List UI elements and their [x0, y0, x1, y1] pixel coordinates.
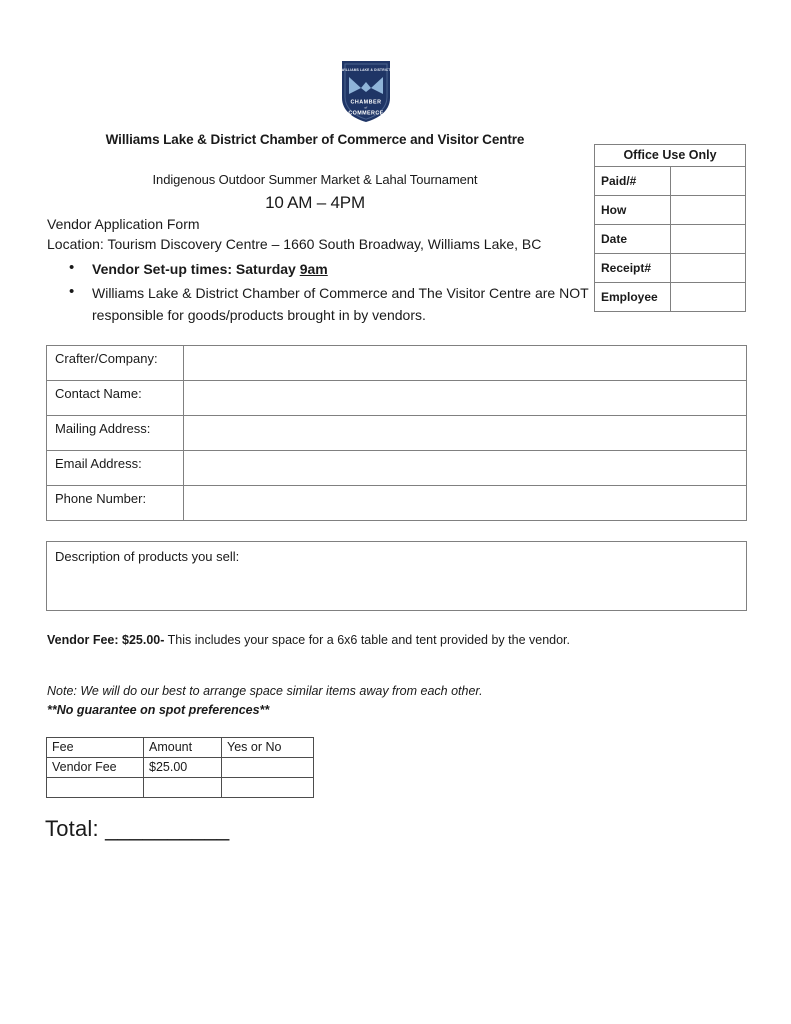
vendor-information-table — [46, 345, 747, 521]
fee-column-header-yes-or-no: Yes or No — [222, 738, 314, 758]
office-label-how: How — [595, 196, 671, 225]
office-value-employee[interactable] — [670, 283, 746, 312]
table-row — [47, 486, 747, 521]
table-row — [47, 346, 747, 381]
office-value-receipt[interactable] — [670, 254, 746, 283]
form-title: Vendor Application Form — [47, 216, 200, 232]
office-use-only-table — [594, 144, 746, 312]
office-label-employee: Employee — [595, 283, 671, 312]
office-value-date[interactable] — [670, 225, 746, 254]
table-row — [47, 416, 747, 451]
table-row — [47, 381, 747, 416]
office-value-paid[interactable] — [670, 167, 746, 196]
table-row — [595, 196, 746, 225]
table-row — [595, 167, 746, 196]
field-label-phone-number: Phone Number: — [47, 486, 184, 521]
product-description-box[interactable] — [46, 541, 747, 611]
fee-summary-table — [46, 737, 314, 798]
event-time: 10 AM – 4PM — [265, 193, 365, 212]
field-input-crafter-company[interactable] — [184, 346, 747, 381]
bullet-liability-notice: • Williams Lake & District Chamber of Commerce and The Visitor Centre are NOT responsible for goods/products brought in by vendors. — [92, 282, 637, 327]
fee-row-empty-yes-or-no[interactable] — [222, 778, 314, 798]
fee-row-amount: $25.00 — [144, 758, 222, 778]
table-row — [595, 254, 746, 283]
table-row — [47, 778, 314, 798]
total-line[interactable]: Total: __________ — [45, 816, 230, 841]
event-name: Indigenous Outdoor Summer Market & Lahal Tournament — [152, 172, 478, 187]
organization-name: Williams Lake & District Chamber of Commerce and Visitor Centre — [105, 132, 525, 147]
fee-row-empty-name[interactable] — [47, 778, 144, 798]
bullet-setup-time-value: 9am — [299, 261, 328, 277]
table-row — [47, 451, 747, 486]
office-label-date: Date — [595, 225, 671, 254]
vendor-fee-description: This includes your space for a 6x6 table and tent provided by the vendor. — [164, 633, 571, 647]
fee-table-header-row — [47, 738, 314, 758]
field-label-mailing-address: Mailing Address: — [47, 416, 184, 451]
field-input-mailing-address[interactable] — [184, 416, 747, 451]
vendor-fee-amount-label: Vendor Fee: $25.00- — [47, 633, 165, 647]
fee-row-name: Vendor Fee — [47, 758, 144, 778]
svg-text:CHAMBER: CHAMBER — [350, 99, 382, 106]
fee-row-empty-amount[interactable] — [144, 778, 222, 798]
product-description-label: Description of products you sell: — [55, 549, 240, 564]
field-label-crafter-company: Crafter/Company: — [47, 346, 184, 381]
vendor-fee-note — [47, 633, 570, 647]
table-row — [47, 758, 314, 778]
table-row — [595, 225, 746, 254]
office-label-paid: Paid/# — [595, 167, 671, 196]
field-label-email-address: Email Address: — [47, 451, 184, 486]
office-label-receipt: Receipt# — [595, 254, 671, 283]
office-use-header-row — [595, 145, 746, 167]
bullet-setup-times — [92, 258, 637, 281]
svg-text:COMMERCE: COMMERCE — [348, 110, 384, 117]
svg-text:of: of — [364, 105, 368, 110]
no-guarantee-note: **No guarantee on spot preferences** — [47, 703, 270, 717]
field-input-contact-name[interactable] — [184, 381, 747, 416]
field-label-contact-name: Contact Name: — [47, 381, 184, 416]
field-input-phone-number[interactable] — [184, 486, 747, 521]
office-value-how[interactable] — [670, 196, 746, 225]
chamber-of-commerce-logo — [338, 58, 394, 124]
field-input-email-address[interactable] — [184, 451, 747, 486]
fee-column-header-amount: Amount — [144, 738, 222, 758]
svg-text:WILLIAMS LAKE & DISTRICT: WILLIAMS LAKE & DISTRICT — [341, 68, 391, 72]
office-use-title: Office Use Only — [595, 145, 746, 167]
fee-column-header-fee: Fee — [47, 738, 144, 758]
event-location: Location: Tourism Discovery Centre – 1660 South Broadway, Williams Lake, BC — [47, 236, 542, 252]
spacing-note: Note: We will do our best to arrange space similar items away from each other. — [47, 684, 483, 698]
notice-bullet-list — [47, 258, 637, 328]
bullet-setup-times-text: Vendor Set-up times: Saturday — [92, 261, 300, 277]
fee-row-yes-or-no-input[interactable] — [222, 758, 314, 778]
table-row — [595, 283, 746, 312]
